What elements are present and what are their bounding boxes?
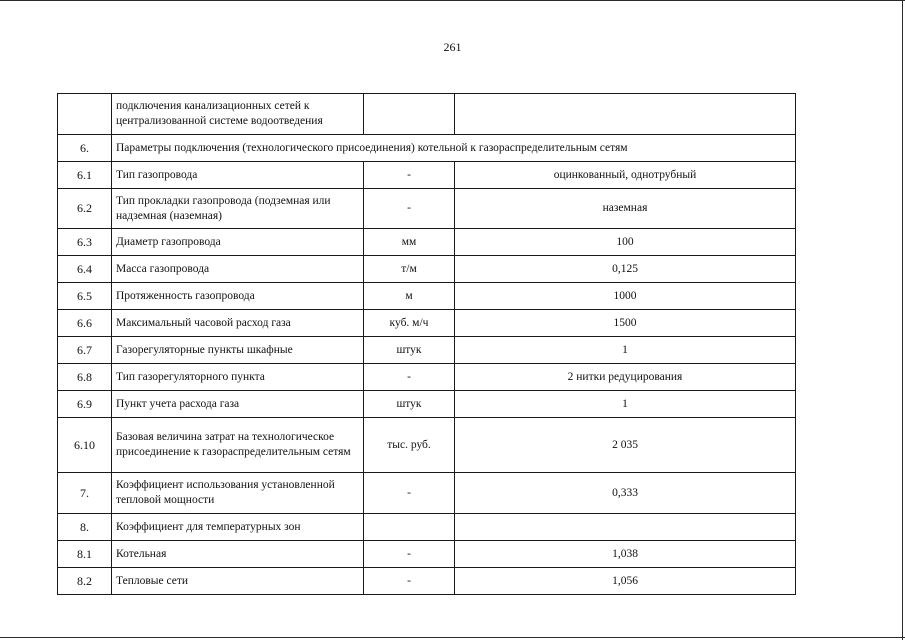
table-row	[58, 162, 796, 189]
row-unit: -	[364, 568, 455, 595]
row-number: 6.1	[58, 162, 112, 189]
row-value: 0,125	[455, 256, 796, 283]
row-value: 1,038	[455, 541, 796, 568]
row-number: 6.2	[58, 189, 112, 229]
row-number: 6.10	[58, 418, 112, 473]
row-number: 6.7	[58, 337, 112, 364]
row-name: Максимальный часовой расход газа	[112, 310, 364, 337]
row-name: Котельная	[112, 541, 364, 568]
row-unit: мм	[364, 229, 455, 256]
row-value: 1	[455, 391, 796, 418]
row-name: Газорегуляторные пункты шкафные	[112, 337, 364, 364]
page-right-edge	[902, 0, 903, 640]
row-unit: штук	[364, 391, 455, 418]
row-name: Тип газорегуляторного пункта	[112, 364, 364, 391]
row-name: Тип газопровода	[112, 162, 364, 189]
table-row	[58, 364, 796, 391]
row-unit: тыс. руб.	[364, 418, 455, 473]
parameters-table	[57, 93, 796, 595]
row-number: 6.5	[58, 283, 112, 310]
row-name: Масса газопровода	[112, 256, 364, 283]
row-number	[58, 94, 112, 135]
table-row	[58, 514, 796, 541]
row-name: Коэффициент использования установленной тепловой мощности	[112, 473, 364, 514]
table-row	[58, 189, 796, 229]
row-unit: штук	[364, 337, 455, 364]
row-value: 1,056	[455, 568, 796, 595]
row-value: оцинкованный, однотрубный	[455, 162, 796, 189]
row-unit: -	[364, 162, 455, 189]
row-value: 2 нитки редуцирования	[455, 364, 796, 391]
table-section-row	[58, 135, 796, 162]
row-number: 6.6	[58, 310, 112, 337]
row-number: 8.1	[58, 541, 112, 568]
section-title: Параметры подключения (технологического присоединения) котельной к газораспределительным сетям	[112, 135, 796, 162]
row-number: 7.	[58, 473, 112, 514]
page-bottom-edge	[0, 637, 905, 638]
row-unit: -	[364, 473, 455, 514]
row-unit: -	[364, 364, 455, 391]
row-unit	[364, 94, 455, 135]
row-name: Базовая величина затрат на технологическое присоединение к газораспределительным сетям	[112, 418, 364, 473]
page-top-edge	[0, 0, 905, 1]
row-number: 6.4	[58, 256, 112, 283]
table-row	[58, 391, 796, 418]
row-number: 6.3	[58, 229, 112, 256]
row-unit: т/м	[364, 256, 455, 283]
row-number: 6.9	[58, 391, 112, 418]
row-unit	[364, 514, 455, 541]
row-unit: куб. м/ч	[364, 310, 455, 337]
row-name: Коэффициент для температурных зон	[112, 514, 364, 541]
row-name: подключения канализационных сетей к централизованной системе водоотведения	[112, 94, 364, 135]
table-row	[58, 568, 796, 595]
row-number: 6.	[58, 135, 112, 162]
table-row	[58, 337, 796, 364]
row-unit: -	[364, 541, 455, 568]
row-number: 8.2	[58, 568, 112, 595]
table-row	[58, 310, 796, 337]
row-value: наземная	[455, 189, 796, 229]
table-row	[58, 541, 796, 568]
page-number: 261	[443, 40, 462, 54]
table-row	[58, 94, 796, 135]
row-name: Протяженность газопровода	[112, 283, 364, 310]
row-name: Пункт учета расхода газа	[112, 391, 364, 418]
row-name: Тепловые сети	[112, 568, 364, 595]
row-value: 100	[455, 229, 796, 256]
row-value	[455, 514, 796, 541]
row-value	[455, 94, 796, 135]
table-row	[58, 418, 796, 473]
row-value: 2 035	[455, 418, 796, 473]
table-row	[58, 256, 796, 283]
row-number: 6.8	[58, 364, 112, 391]
row-value: 1000	[455, 283, 796, 310]
row-unit: -	[364, 189, 455, 229]
row-number: 8.	[58, 514, 112, 541]
row-value: 1500	[455, 310, 796, 337]
row-name: Диаметр газопровода	[112, 229, 364, 256]
table-row	[58, 473, 796, 514]
row-unit: м	[364, 283, 455, 310]
row-value: 0,333	[455, 473, 796, 514]
table-row	[58, 229, 796, 256]
row-name: Тип прокладки газопровода (подземная или надземная (наземная)	[112, 189, 364, 229]
row-value: 1	[455, 337, 796, 364]
table-row	[58, 283, 796, 310]
